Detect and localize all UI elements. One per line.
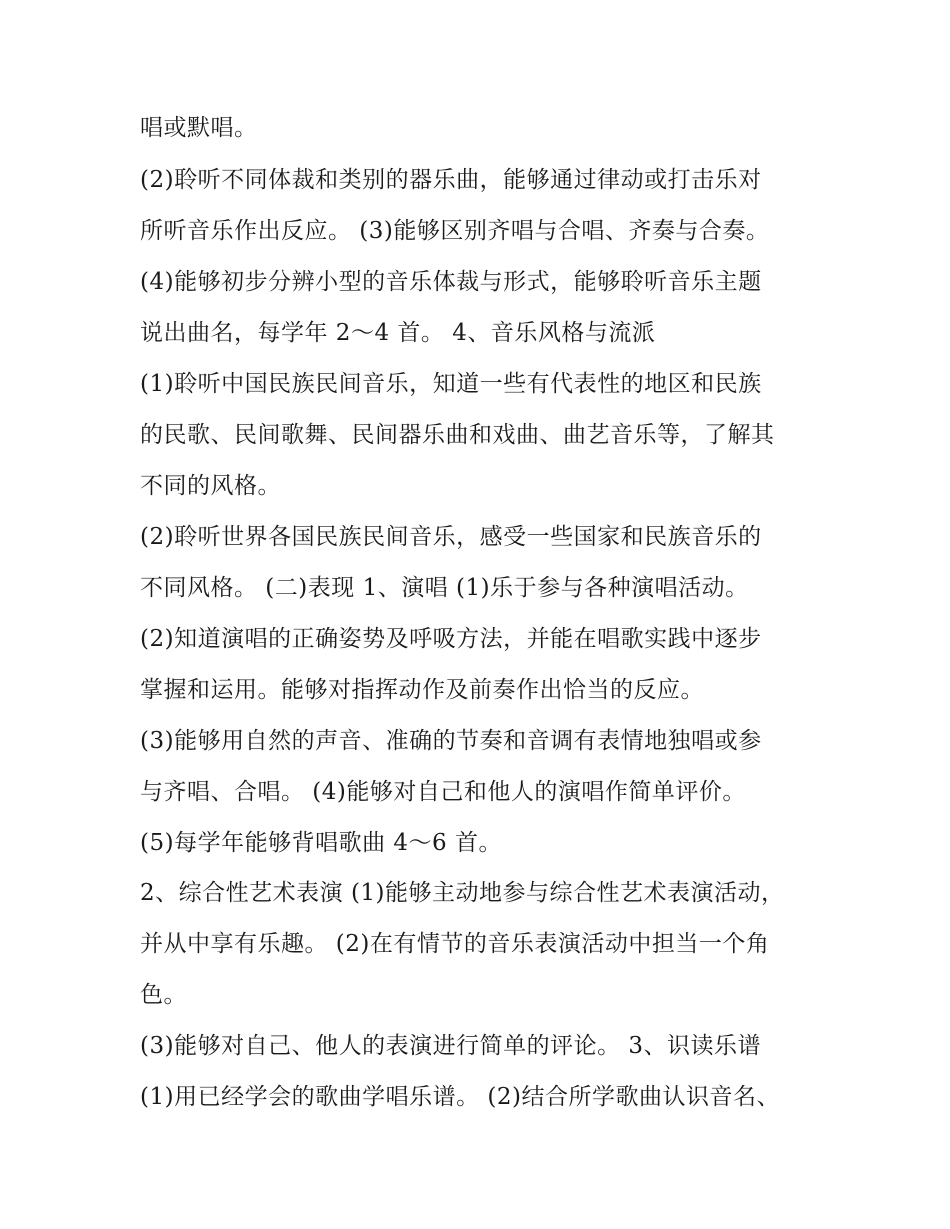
text-line: 掌握和运用。能够对指挥动作及前奏作出恰当的反应。 bbox=[140, 677, 704, 703]
text-line: (5)每学年能够背唱歌曲 4～6 首。 bbox=[140, 830, 502, 856]
text-line: (1)用已经学会的歌曲学唱乐谱。 (2)结合所学歌曲认识音名、 bbox=[140, 1084, 780, 1110]
text-line: 不同风格。 (二)表现 1、演唱 (1)乐于参与各种演唱活动。 bbox=[140, 575, 749, 601]
text-line: 不同的风格。 bbox=[140, 473, 281, 499]
text-line: 色。 bbox=[140, 982, 187, 1008]
text-line: 所听音乐作出反应。 (3)能够区别齐唱与合唱、齐奏与合奏。 bbox=[140, 218, 770, 244]
text-line: 的民歌、民间歌舞、民间器乐曲和戏曲、曲艺音乐等，了解其 bbox=[140, 422, 775, 448]
text-line: 并从中享有乐趣。 (2)在有情节的音乐表演活动中担当一个角 bbox=[140, 931, 770, 957]
text-line: (3)能够用自然的声音、准确的节奏和音调有表情地独唱或参 bbox=[140, 728, 762, 754]
text-line: 说出曲名，每学年 2～4 首。 4、音乐风格与流派 bbox=[140, 320, 656, 346]
text-line: 唱或默唱。 bbox=[140, 115, 258, 141]
text-line: (4)能够初步分辨小型的音乐体裁与形式，能够聆听音乐主题 bbox=[140, 269, 762, 295]
text-line: (2)聆听世界各国民族民间音乐，感受一些国家和民族音乐的 bbox=[140, 524, 762, 550]
text-line: (2)知道演唱的正确姿势及呼吸方法，并能在唱歌实践中逐步 bbox=[140, 626, 762, 652]
text-line: (3)能够对自己、他人的表演进行简单的评论。 3、识读乐谱 bbox=[140, 1033, 762, 1059]
text-line: 2、综合性艺术表演 (1)能够主动地参与综合性艺术表演活动， bbox=[140, 880, 785, 906]
text-line: (1)聆听中国民族民间音乐，知道一些有代表性的地区和民族 bbox=[140, 371, 762, 397]
text-line: 与齐唱、合唱。 (4)能够对自己和他人的演唱作简单评价。 bbox=[140, 779, 746, 805]
text-line: (2)聆听不同体裁和类别的器乐曲，能够通过律动或打击乐对 bbox=[140, 167, 762, 193]
